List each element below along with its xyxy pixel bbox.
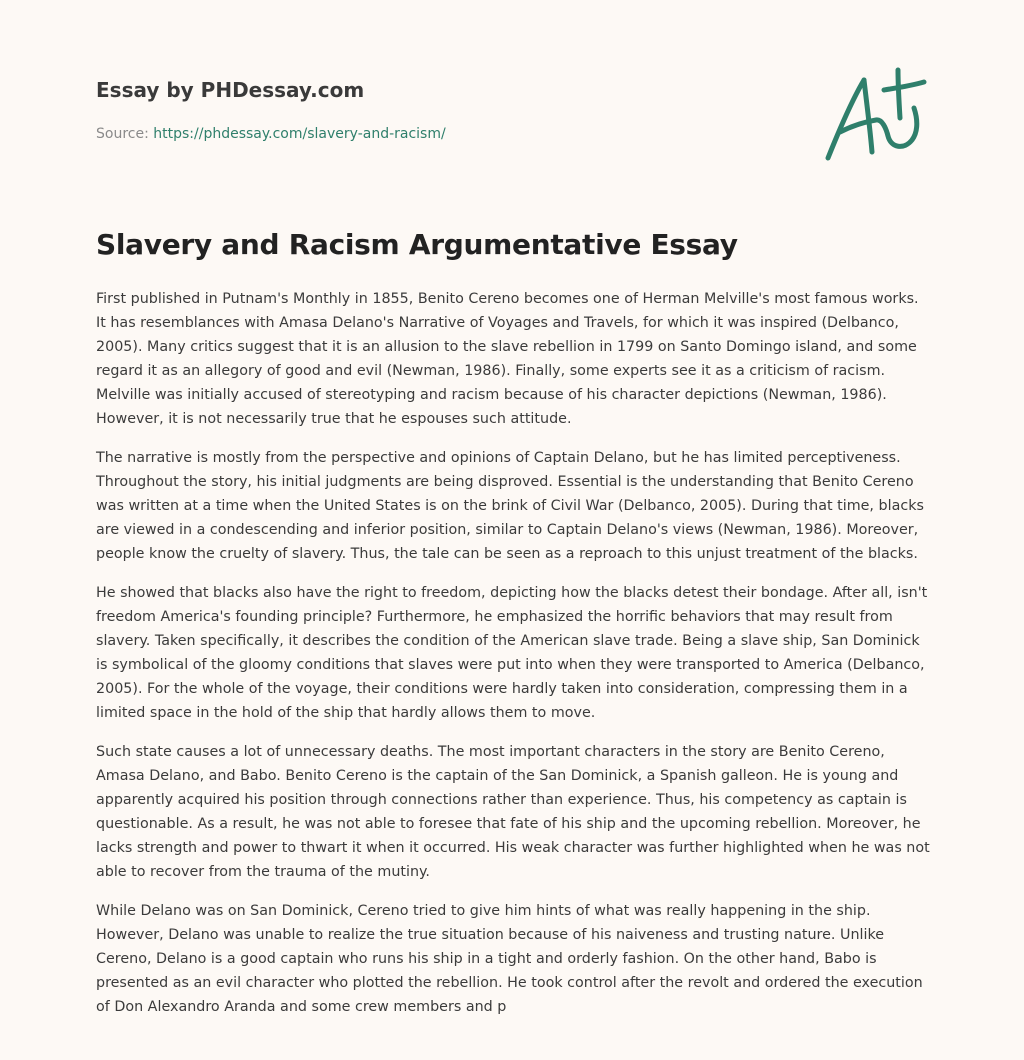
source-label: Source: [96,126,149,142]
header [96,76,796,144]
essay-paragraph: He showed that blacks also have the right to freedom, depicting how the blacks detest their bondage. After all, isn't freedom America's founding principle? Furthermore, he emphasized the horrific behaviors that may result from slavery. Taken specifically, it describes the condition of the American slave trade. Being a slave ship, San Dominick is symbolical of the gloomy conditions that slaves were put into when they were transported to America (Delbanco, 2005). For the whole of the voyage, their conditions were hardly taken into consideration, compressing them in a limited space in the hold of the ship that hardly allows them to move. [96,585,928,721]
source-link[interactable]: https://phdessay.com/slavery-and-racism/ [153,126,446,142]
essay-paragraph: First published in Putnam's Monthly in 1855, Benito Cereno becomes one of Herman Melville's most famous works. It has resemblances with Amasa Delano's Narrative of Voyages and Travels, for which it was inspired (Delbanco, 2005). Many critics suggest that it is an allusion to the slave rebellion in 1799 on Santo Domingo island, and some regard it as an allegory of good and evil (Newman, 1986). Finally, some experts see it as a criticism of racism. Melville was initially accused of stereotyping and racism because of his character depictions (Newman, 1986). However, it is not necessarily true that he espouses such attitude. [96,291,919,427]
essay-paragraph: While Delano was on San Dominick, Cereno tried to give him hints of what was really happening in the ship. However, Delano was unable to realize the true situation because of his naiveness and trusting nature. Unlike Cereno, Delano is a good captain who runs his ship in a tight and orderly fashion. On the other hand, Babo is presented as an evil character who plotted the rebellion. He took control after the revolt and ordered the execution of Don Alexandro Aranda and some crew members and p [96,903,923,1015]
site-title: Essay by PHDessay.com [96,78,365,102]
essay-title: Slavery and Racism Argumentative Essay [96,228,738,261]
essay-article [96,225,932,1034]
essay-paragraph: Such state causes a lot of unnecessary deaths. The most important characters in the story are Benito Cereno, Amasa Delano, and Babo. Benito Cereno is the captain of the San Dominick, a Spanish galleon. He is young and apparently acquired his position through connections rather than experience. Thus, his competency as captain is questionable. As a result, he was not able to foresee that fate of his ship and the upcoming rebellion. Moreover, he lacks strength and power to thwart it when it occurred. His weak character was further highlighted when he was not able to recover from the trauma of the mutiny. [96,744,930,880]
essay-paragraph: The narrative is mostly from the perspective and opinions of Captain Delano, but he has limited perceptiveness. Throughout the story, his initial judgments are being disproved. Essential is the understanding that Benito Cereno was written at a time when the United States is on the brink of Civil War (Delbanco, 2005). During that time, blacks are viewed in a condescending and inferior position, similar to Captain Delano's views (Newman, 1986). Moreover, people know the cruelty of slavery. Thus, the tale can be seen as a reproach to this unjust treatment of the blacks. [96,450,924,562]
a-plus-logo-icon [818,66,930,166]
source-line [96,124,796,144]
